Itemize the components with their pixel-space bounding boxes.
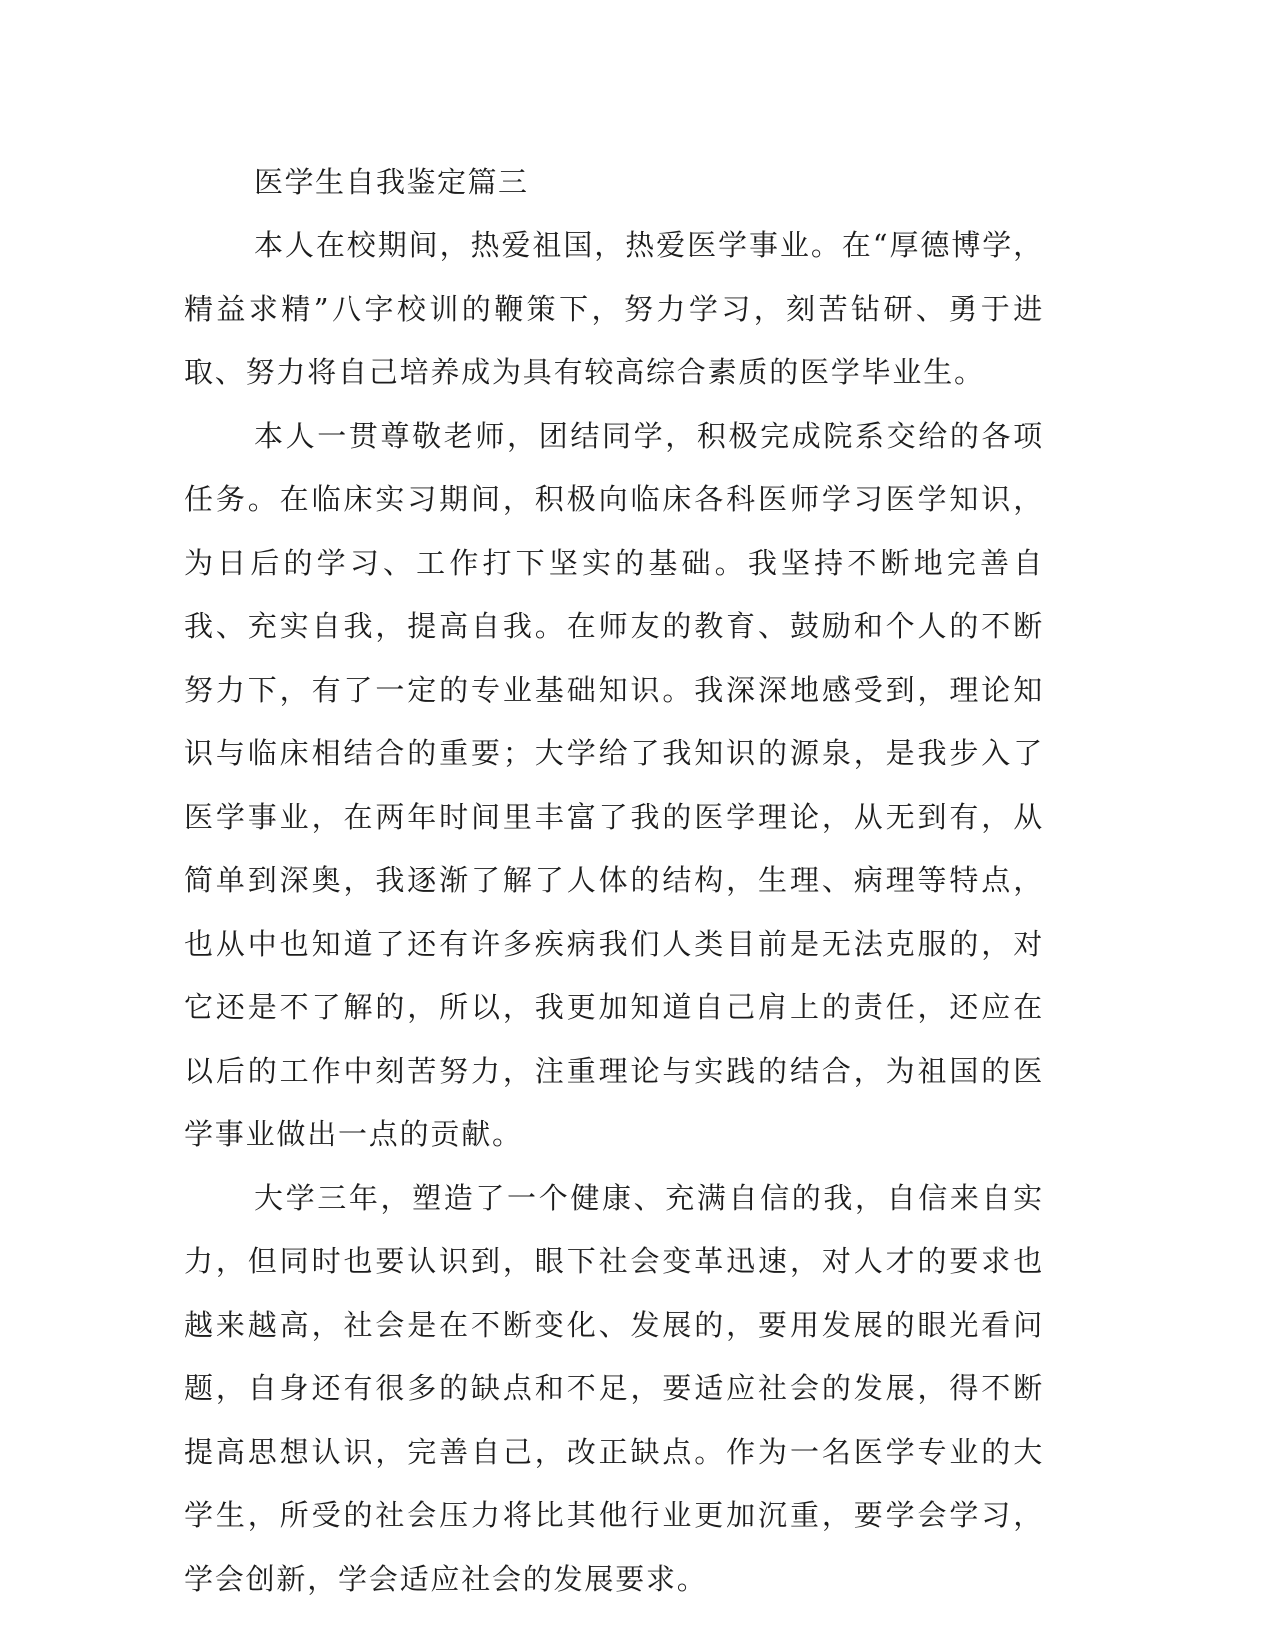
paragraph-2: 本人一贯尊敬老师，团结同学，积极完成院系交给的各项任务。在临床实习期间，积极向临床各科医师学习医学知识，为日后的学习、工作打下坚实的基础。我坚持不断地完善自我、充实自我，提高自我。在师友的教育、鼓励和个人的不断努力下，有了一定的专业基础知识。我深深地感受到，理论知识与临床相结合的重要；大学给了我知识的源泉，是我步入了医学事业，在两年时间里丰富了我的医学理论，从无到有，从简单到深奥，我逐渐了解了人体的结构，生理、病理等特点，也从中也知道了还有许多疾病我们人类目前是无法克服的，对它还是不了解的，所以，我更加知道自己肩上的责任，还应在以后的工作中刻苦努力，注重理论与实践的结合，为祖国的医学事业做出一点的贡献。 [184, 418, 1044, 1151]
paragraph-1: 本人在校期间，热爱祖国，热爱医学事业。在“厚德博学，精益求精”八字校训的鞭策下，努力学习，刻苦钻研、勇于进取、努力将自己培养成为具有较高综合素质的医学毕业生。 [184, 228, 1044, 389]
document-title: 医学生自我鉴定篇三 [254, 165, 529, 199]
paragraph-3: 大学三年，塑造了一个健康、充满自信的我，自信来自实力，但同时也要认识到，眼下社会变革迅速，对人才的要求也越来越高，社会是在不断变化、发展的，要用发展的眼光看问题，自身还有很多的缺点和不足，要适应社会的发展，得不断提高思想认识，完善自己，改正缺点。作为一名医学专业的大学生，所受的社会压力将比其他行业更加沉重，要学会学习，学会创新，学会适应社会的发展要求。 [184, 1180, 1044, 1596]
document-body [184, 150, 1044, 1611]
